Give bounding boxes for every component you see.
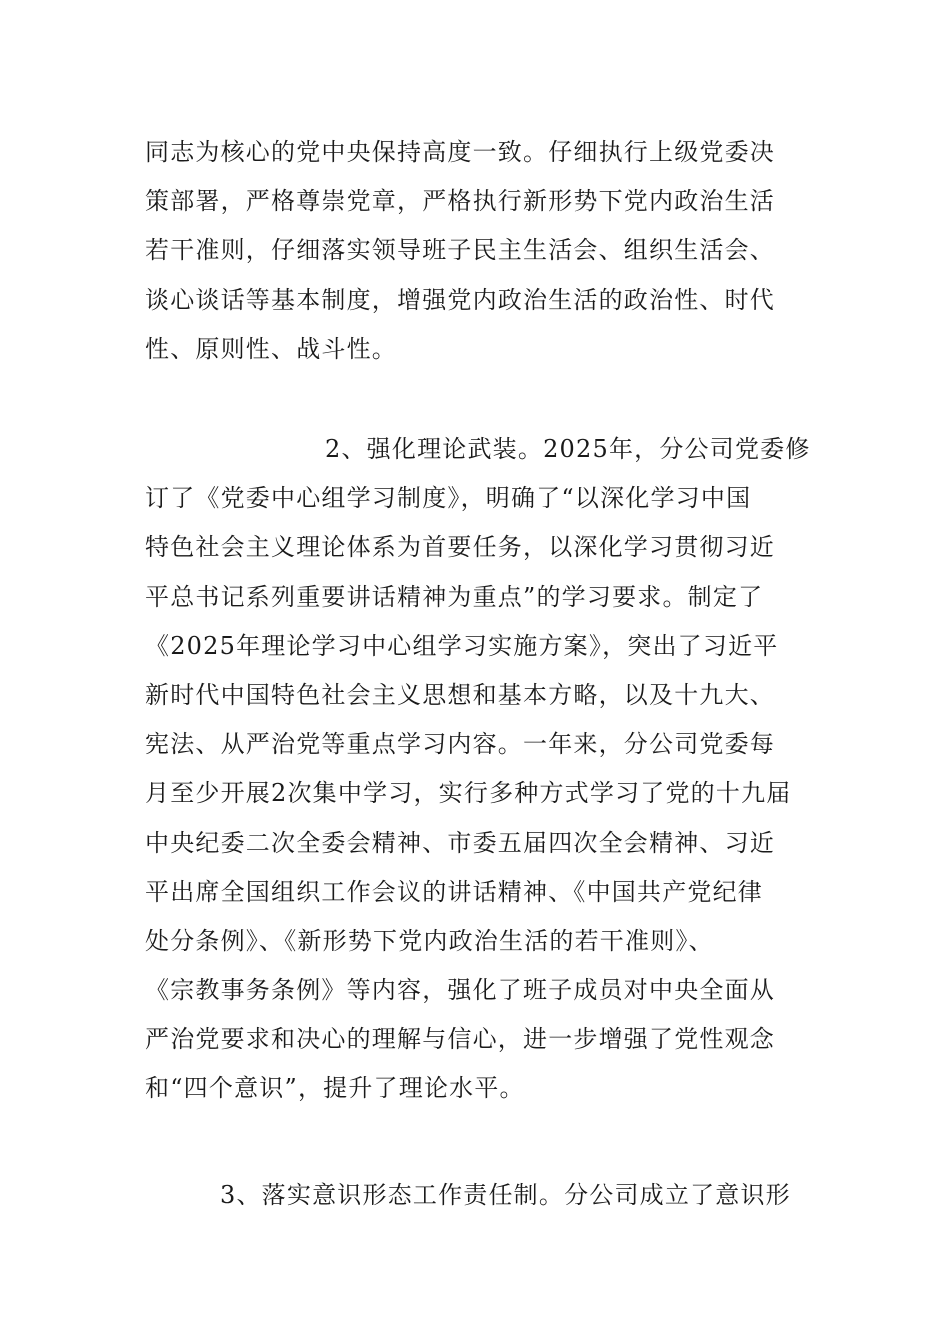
text-line: 和“四个意识”，提升了理论水平。 bbox=[145, 1074, 525, 1103]
text-line: 新时代中国特色社会主义思想和基本方略，以及十九大、 bbox=[145, 680, 775, 709]
paragraph-party-discipline bbox=[145, 128, 815, 374]
text-line: 《宗教事务条例》等内容，强化了班子成员对中央全面从 bbox=[145, 976, 775, 1005]
paragraph-ideology-responsibility bbox=[145, 1171, 815, 1220]
text-line: 同志为核心的党中央保持高度一致。仔细执行上级党委决 bbox=[145, 138, 775, 166]
text-line: 平总书记系列重要讲话精神为重点”的学习要求。制定了 bbox=[145, 582, 764, 611]
text-line: 性、原则性、战斗性。 bbox=[145, 334, 397, 363]
paragraph-theory-study bbox=[145, 425, 815, 1114]
text-line: 若干准则，仔细落实领导班子民主生活会、组织生活会、 bbox=[145, 236, 775, 265]
text-line: 订了《党委中心组学习制度》，明确了“以深化学习中国 bbox=[145, 484, 752, 513]
text-line: 平出席全国组织工作会议的讲话精神、《中国共产党纪律 bbox=[145, 877, 763, 906]
text-line: 《2025年理论学习中心组学习实施方案》，突出了习近平 bbox=[145, 631, 779, 660]
text-line: 策部署，严格尊崇党章，严格执行新形势下党内政治生活 bbox=[145, 187, 775, 216]
text-line: 2、强化理论武装。2025年，分公司党委修 bbox=[325, 435, 811, 463]
text-line: 严治党要求和决心的理解与信心，进一步增强了党性观念 bbox=[145, 1025, 775, 1054]
text-line: 谈心谈话等基本制度，增强党内政治生活的政治性、时代 bbox=[145, 285, 775, 314]
text-line: 3、落实意识形态工作责任制。分公司成立了意识形 bbox=[220, 1181, 791, 1209]
text-line: 特色社会主义理论体系为首要任务，以深化学习贯彻习近 bbox=[145, 533, 775, 562]
text-line: 中央纪委二次全委会精神、市委五届四次全会精神、习近 bbox=[145, 828, 775, 857]
text-line: 宪法、从严治党等重点学习内容。一年来，分公司党委每 bbox=[145, 730, 775, 759]
text-line: 处分条例》、《新形势下党内政治生活的若干准则》、 bbox=[145, 926, 714, 955]
text-line: 月至少开展2次集中学习，实行多种方式学习了党的十九届 bbox=[145, 779, 792, 808]
